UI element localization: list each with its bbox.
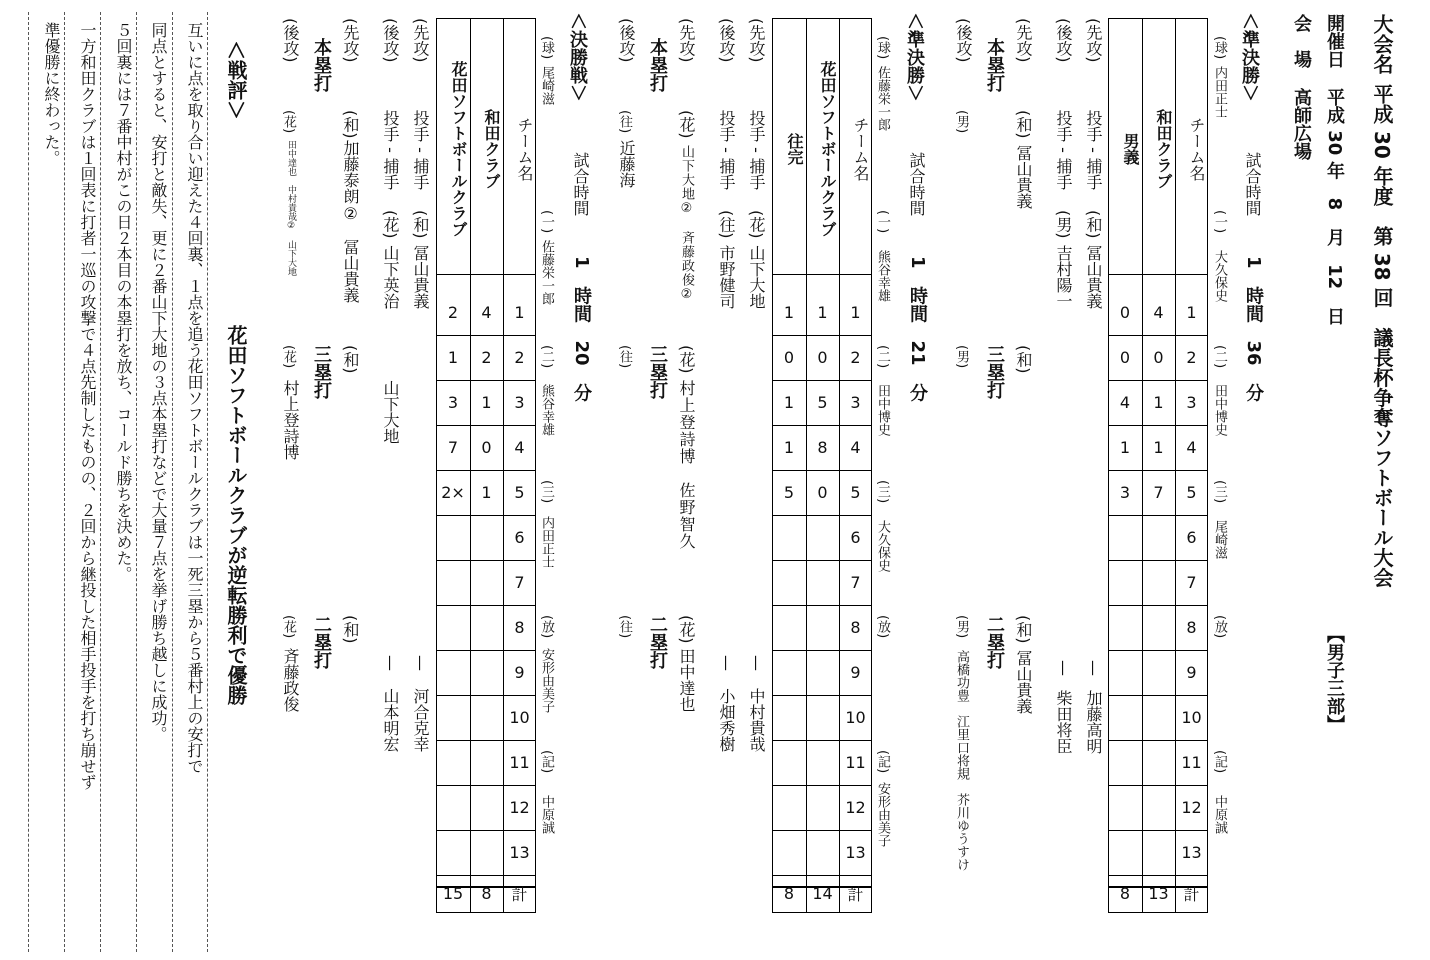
inning-score: 2	[436, 290, 470, 336]
batting-side: (後攻)	[381, 18, 400, 63]
score-table	[772, 18, 872, 913]
umpire-role: (二)	[875, 345, 890, 369]
team-tag: (花)	[677, 110, 696, 139]
battery-dash: —	[1084, 660, 1103, 676]
team-tag: (往)	[717, 210, 736, 239]
inning-score	[436, 560, 470, 606]
inning-number: 9	[839, 650, 872, 696]
pitcher-name: 山下英治	[381, 245, 400, 309]
inning-score	[436, 785, 470, 831]
inning-score: 1	[470, 380, 503, 426]
team-total: 13	[1148, 884, 1169, 903]
inning-number: 13	[839, 830, 872, 876]
double-label: 二塁打	[647, 615, 668, 669]
inning-number: 11	[503, 740, 536, 786]
team-tag: (和)	[341, 615, 360, 644]
inning-score	[806, 560, 839, 606]
inning-score	[1142, 695, 1175, 741]
batting-side: (先攻)	[677, 18, 696, 63]
inning-number: 8	[1175, 605, 1208, 651]
inning-number: 11	[839, 740, 872, 786]
battery-role: 投手 - 捕手	[1054, 110, 1073, 190]
pitcher-name: 市野健司	[717, 245, 736, 309]
umpire-name: 尾崎滋	[539, 66, 554, 105]
inning-number: 8	[839, 605, 872, 651]
inning-score	[470, 650, 503, 696]
hr-players: 山下大地② 斉藤政俊②	[679, 145, 694, 303]
inning-score	[772, 560, 806, 606]
inning-score	[806, 695, 839, 741]
double-players: 斉藤政俊	[281, 648, 300, 712]
duration-label: 試合時間	[571, 152, 590, 216]
umpire-role: (球)	[539, 36, 554, 60]
team-column	[1142, 18, 1176, 913]
score-table	[1108, 18, 1208, 913]
umpire-name: 中原誠	[539, 795, 554, 834]
team-total: 8	[783, 884, 795, 903]
review-line: ５回裏には７番中村がこの日２本目の本塁打を放ち、コールド勝ちを決めた。	[114, 22, 133, 582]
battery-dash: —	[1054, 660, 1073, 676]
inning-score	[806, 650, 839, 696]
inning-score	[436, 605, 470, 651]
inning-score	[1142, 605, 1175, 651]
ruled-line	[172, 12, 173, 952]
stage-heading: ＜準決勝＞	[904, 12, 925, 102]
batting-side: (後攻)	[281, 18, 300, 63]
inning-score	[806, 740, 839, 786]
double-players: 高橋功豊 江里口将規 芥川ゆうすけ	[954, 650, 969, 871]
team-total: 14	[812, 884, 833, 903]
triple-players: 村上登詩博 佐野智久	[677, 380, 696, 550]
inning-number: 12	[1175, 785, 1208, 831]
inning-number: 4	[503, 425, 536, 471]
team-name: 花田ソフトボールクラブ	[806, 18, 839, 275]
umpire-role: (放)	[1212, 615, 1227, 639]
ruled-line	[207, 12, 208, 952]
team-name: 男義	[1108, 18, 1142, 275]
inning-number: 1	[503, 290, 536, 336]
umpire-name: 田中博史	[875, 384, 890, 436]
inning-score	[470, 515, 503, 561]
inning-number: 13	[1175, 830, 1208, 876]
umpire-name: 安形由美子	[875, 782, 890, 847]
double-players: 田中達也	[677, 648, 696, 712]
inning-score: 1	[470, 470, 503, 516]
stage-heading: ＜準決勝＞	[1239, 12, 1260, 102]
inning-number: 12	[503, 785, 536, 831]
umpire-role: (球)	[875, 36, 890, 60]
team-total: 15	[442, 884, 464, 903]
team-column	[436, 18, 471, 913]
inning-score	[1108, 560, 1142, 606]
inning-score	[1142, 830, 1175, 876]
batting-side: (後攻)	[1054, 18, 1073, 63]
catcher-name: 加藤高明	[1084, 690, 1103, 754]
duration-value: 1 時間 20 分	[571, 256, 592, 402]
division-label: 【男子三部】	[1324, 625, 1345, 733]
umpire-name: 中原誠	[1212, 795, 1227, 834]
inning-score	[1108, 515, 1142, 561]
inning-number: 8	[503, 605, 536, 651]
inning-score	[436, 515, 470, 561]
inning-score: 0	[806, 335, 839, 381]
umpire-role: (一)	[875, 210, 890, 234]
inning-number: 2	[503, 335, 536, 381]
umpire-role: (記)	[539, 750, 554, 774]
review-line: 準優勝に終わった。	[42, 22, 61, 166]
inning-score	[470, 785, 503, 831]
inning-score: 1	[772, 380, 806, 426]
inning-score	[1142, 560, 1175, 606]
double-players: 冨山貴義	[1014, 650, 1033, 714]
umpire-role: (記)	[1212, 750, 1227, 774]
team-tag: (男)	[954, 110, 969, 134]
inning-number: 3	[1175, 380, 1208, 426]
inning-score	[772, 605, 806, 651]
inning-score: 1	[1142, 380, 1175, 426]
ruled-line	[136, 12, 137, 952]
inning-score: 7	[1142, 470, 1175, 516]
batting-side: (先攻)	[747, 18, 766, 63]
team-name: 和田クラブ	[470, 18, 503, 275]
triple-players: 山下大地	[381, 380, 400, 444]
umpire-role: (記)	[875, 750, 890, 774]
duration-value: 1 時間 21 分	[907, 256, 928, 402]
event-name: 平成 30 年度 第 38 回 議長杯争奪ソフトボール大会	[1370, 84, 1394, 588]
inning-number: 1	[839, 290, 872, 336]
hr-players: 加藤泰朗② 冨山貴義	[341, 140, 360, 303]
inning-score: 3	[1108, 470, 1142, 516]
ruled-line	[64, 12, 65, 952]
battery-role: 投手 - 捕手	[1084, 110, 1103, 190]
inning-number: 10	[839, 695, 872, 741]
team-tag: (和)	[341, 110, 360, 139]
innings-column	[1175, 18, 1208, 913]
inning-number: 7	[1175, 560, 1208, 606]
inning-number: 7	[503, 560, 536, 606]
hr-label: 本塁打	[311, 38, 332, 92]
inning-score: 0	[806, 470, 839, 516]
inning-number: 5	[839, 470, 872, 516]
team-tag: (花)	[281, 110, 296, 134]
inning-score: 0	[1108, 290, 1142, 336]
inning-score: 1	[806, 290, 839, 336]
inning-number: 3	[503, 380, 536, 426]
inning-score: 2	[470, 335, 503, 381]
triple-label: 三塁打	[311, 345, 332, 399]
event-label: 大会名	[1370, 14, 1394, 74]
team-name: 和田クラブ	[1142, 18, 1175, 275]
inning-score	[1142, 515, 1175, 561]
pitcher-name: 山下大地	[747, 245, 766, 309]
umpire-role: (二)	[539, 345, 554, 369]
inning-score: 4	[470, 290, 503, 336]
pitcher-name: 吉村陽一	[1054, 245, 1073, 309]
review-line: 一方和田クラブは１回表に打者一巡の攻撃で４点先制したものの、２回から継投した相手投手を打ち崩せず	[78, 22, 97, 790]
team-name: 往完	[772, 18, 806, 275]
batting-side: (先攻)	[1084, 18, 1103, 63]
inning-score: 5	[806, 380, 839, 426]
inning-score	[806, 515, 839, 561]
inning-number: 7	[839, 560, 872, 606]
ruled-line	[28, 12, 29, 952]
hr-players: 田中達也 中村貴哉② 山下大地	[286, 140, 296, 276]
umpire-name: 大久保史	[875, 520, 890, 572]
inning-number: 10	[503, 695, 536, 741]
inning-number: 2	[1175, 335, 1208, 381]
inning-score: 0	[772, 335, 806, 381]
team-name-header: チーム名	[503, 18, 536, 275]
umpire-role: (放)	[539, 615, 554, 639]
hr-label: 本塁打	[647, 38, 668, 92]
inning-number: 5	[503, 470, 536, 516]
inning-score	[806, 605, 839, 651]
hr-players: 近藤海	[617, 140, 636, 188]
umpire-name: 大久保史	[1212, 250, 1227, 302]
umpire-name: 尾崎滋	[1212, 520, 1227, 559]
hr-label: 本塁打	[984, 38, 1005, 92]
inning-score: 2×	[436, 470, 470, 516]
battery-dash: —	[381, 655, 400, 671]
battery-role: 投手 - 捕手	[411, 110, 430, 190]
inning-score	[1142, 650, 1175, 696]
batting-side: (後攻)	[617, 18, 636, 63]
date-label: 開催日	[1324, 14, 1345, 68]
duration-label: 試合時間	[907, 152, 926, 216]
inning-score	[806, 830, 839, 876]
team-tag: (和)	[1014, 110, 1033, 139]
total-label: 計	[1183, 885, 1200, 904]
inning-number: 6	[1175, 515, 1208, 561]
inning-number: 12	[839, 785, 872, 831]
umpire-role: (三)	[539, 480, 554, 504]
inning-score	[772, 650, 806, 696]
team-name: 花田ソフトボールクラブ	[436, 18, 470, 275]
team-tag: (和)	[1014, 345, 1033, 374]
inning-score	[806, 785, 839, 831]
umpire-name: 田中博史	[1212, 384, 1227, 436]
inning-score	[470, 830, 503, 876]
team-column	[772, 18, 807, 913]
team-tag: (和)	[1014, 615, 1033, 644]
inning-score: 4	[1142, 290, 1175, 336]
total-label: 計	[511, 885, 528, 904]
inning-score: 1	[772, 425, 806, 471]
team-tag: (和)	[1084, 210, 1103, 239]
inning-score: 1	[436, 335, 470, 381]
review-heading: ＜戦評＞	[224, 40, 248, 120]
inning-score	[436, 650, 470, 696]
team-tag: (花)	[677, 615, 696, 644]
inning-number: 9	[503, 650, 536, 696]
team-name-header: チーム名	[1175, 18, 1208, 275]
umpire-name: 熊谷幸雄	[875, 250, 890, 302]
inning-score: 1	[772, 290, 806, 336]
pitcher-name: 冨山貴義	[411, 245, 430, 309]
review-headline: 花田ソフトボールクラブが逆転勝利で優勝	[224, 325, 248, 705]
inning-score: 1	[1108, 425, 1142, 471]
total-label: 計	[847, 885, 864, 904]
venue-value: 高師広場	[1291, 88, 1312, 160]
date-value: 平成 30 年 8 月 12 日	[1324, 88, 1345, 326]
batting-side: (後攻)	[717, 18, 736, 63]
inning-score	[470, 740, 503, 786]
hr-players: 冨山貴義	[1014, 145, 1033, 209]
inning-score: 7	[436, 425, 470, 471]
inning-score	[1108, 785, 1142, 831]
umpire-name: 安形由美子	[539, 648, 554, 713]
inning-number: 13	[503, 830, 536, 876]
umpire-name: 佐藤栄一郎	[875, 66, 890, 131]
team-total: 8	[481, 884, 492, 903]
inning-score	[772, 695, 806, 741]
umpire-role: (三)	[875, 480, 890, 504]
batting-side: (先攻)	[341, 18, 360, 63]
team-name-header: チーム名	[839, 18, 872, 275]
inning-score: 0	[470, 425, 503, 471]
inning-score	[436, 740, 470, 786]
score-table	[436, 18, 536, 913]
triple-label: 三塁打	[984, 345, 1005, 399]
inning-score	[1108, 605, 1142, 651]
inning-number: 3	[839, 380, 872, 426]
team-column	[1108, 18, 1143, 913]
triple-label: 三塁打	[647, 345, 668, 399]
innings-column	[839, 18, 872, 913]
inning-number: 2	[839, 335, 872, 381]
inning-number: 10	[1175, 695, 1208, 741]
double-label: 二塁打	[311, 615, 332, 669]
battery-role: 投手 - 捕手	[381, 110, 400, 190]
stage-heading: ＜決勝戦＞	[567, 12, 588, 102]
inning-score: 3	[436, 380, 470, 426]
team-tag: (男)	[954, 615, 969, 639]
catcher-name: 中村貴哉	[747, 688, 766, 752]
umpire-role: (三)	[1212, 480, 1227, 504]
umpire-name: 佐藤栄一郎	[539, 240, 554, 305]
review-line: 同点とすると、安打と敵失、更に２番山下大地の３点本塁打などで大量７点を挙げ勝ち越しに成功。	[149, 22, 168, 742]
team-tag: (花)	[747, 210, 766, 239]
catcher-name: 柴田将臣	[1054, 690, 1073, 754]
team-total: 8	[1119, 884, 1131, 903]
inning-score	[772, 515, 806, 561]
umpire-role: (一)	[539, 210, 554, 234]
team-tag: (和)	[341, 345, 360, 374]
umpire-name: 内田正士	[539, 516, 554, 568]
team-tag: (往)	[617, 345, 632, 369]
batting-side: (先攻)	[411, 18, 430, 63]
inning-score	[1108, 695, 1142, 741]
team-column	[470, 18, 504, 913]
inning-score	[1108, 650, 1142, 696]
inning-number: 5	[1175, 470, 1208, 516]
battery-dash: —	[411, 655, 430, 671]
inning-score	[772, 785, 806, 831]
battery-role: 投手 - 捕手	[717, 110, 736, 190]
inning-score	[1142, 740, 1175, 786]
team-tag: (男)	[1054, 210, 1073, 239]
inning-score: 5	[772, 470, 806, 516]
inning-score	[436, 830, 470, 876]
team-tag: (往)	[617, 615, 632, 639]
ruled-line	[100, 12, 101, 952]
team-tag: (花)	[677, 345, 696, 374]
team-tag: (男)	[954, 345, 969, 369]
inning-score: 8	[806, 425, 839, 471]
triple-players: 村上登詩博	[281, 380, 300, 460]
umpire-name: 内田正士	[1212, 66, 1227, 118]
team-column	[806, 18, 840, 913]
inning-score: 0	[1142, 335, 1175, 381]
catcher-name: 山本明宏	[381, 688, 400, 752]
battery-dash: —	[747, 655, 766, 671]
catcher-name: 河合克幸	[411, 688, 430, 752]
team-tag: (花)	[381, 210, 400, 239]
inning-score	[1108, 740, 1142, 786]
inning-score: 4	[1108, 380, 1142, 426]
team-tag: (花)	[281, 345, 296, 369]
review-line: 互いに点を取り合い迎えた４回裏、１点を追う花田ソフトボールクラブは一死三塁から５番村上の安打で	[185, 22, 204, 774]
inning-number: 9	[1175, 650, 1208, 696]
inning-number: 6	[503, 515, 536, 561]
batting-side: (後攻)	[954, 18, 973, 63]
innings-column	[503, 18, 536, 913]
inning-score	[470, 560, 503, 606]
inning-number: 6	[839, 515, 872, 561]
umpire-name: 熊谷幸雄	[539, 384, 554, 436]
inning-score: 1	[1142, 425, 1175, 471]
inning-number: 1	[1175, 290, 1208, 336]
inning-score	[772, 830, 806, 876]
inning-number: 4	[839, 425, 872, 471]
umpire-role: (二)	[1212, 345, 1227, 369]
battery-dash: —	[717, 655, 736, 671]
duration-label: 試合時間	[1243, 152, 1262, 216]
inning-score	[436, 695, 470, 741]
battery-role: 投手 - 捕手	[747, 110, 766, 190]
pitcher-name: 冨山貴義	[1084, 245, 1103, 309]
catcher-name: 小畑秀樹	[717, 688, 736, 752]
team-tag: (花)	[281, 615, 296, 639]
batting-side: (先攻)	[1014, 18, 1033, 63]
inning-score	[1108, 830, 1142, 876]
inning-number: 11	[1175, 740, 1208, 786]
inning-score	[772, 740, 806, 786]
duration-value: 1 時間 36 分	[1243, 256, 1264, 402]
inning-score: 0	[1108, 335, 1142, 381]
inning-score	[470, 605, 503, 651]
inning-score	[1142, 785, 1175, 831]
inning-number: 4	[1175, 425, 1208, 471]
inning-score	[470, 695, 503, 741]
venue-label: 会 場	[1291, 14, 1312, 68]
double-label: 二塁打	[984, 615, 1005, 669]
team-tag: (往)	[617, 110, 632, 134]
umpire-role: (一)	[1212, 210, 1227, 234]
umpire-role: (球)	[1212, 36, 1227, 60]
umpire-role: (放)	[875, 615, 890, 639]
team-tag: (和)	[411, 210, 430, 239]
